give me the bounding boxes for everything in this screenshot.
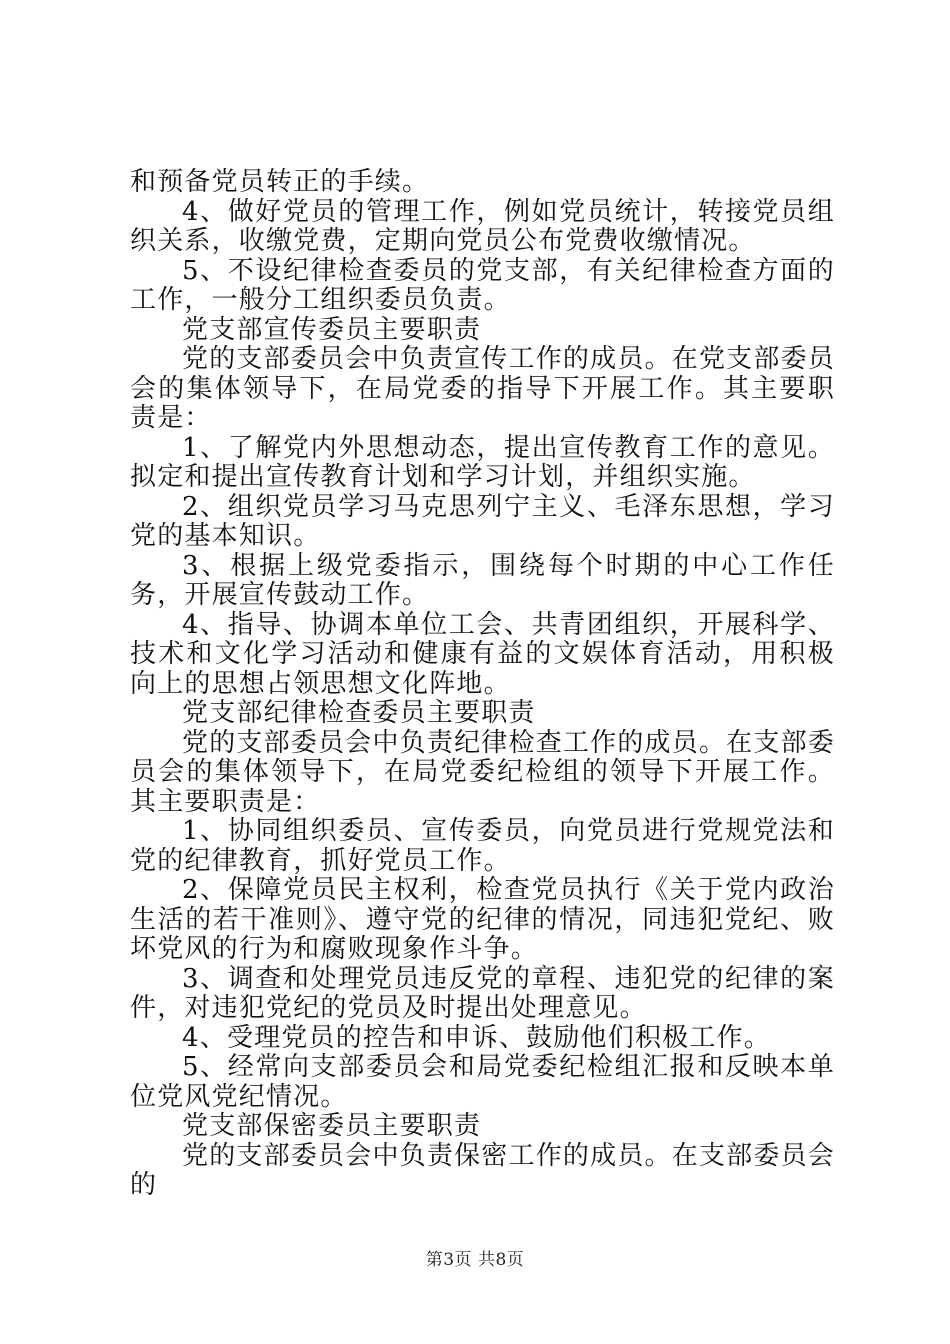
paragraph-item: 4、做好党员的管理工作，例如党员统计，转接党员组织关系，收缴党费，定期向党员公布党费收缴情况。: [130, 196, 835, 256]
paragraph-item: 2、组织党员学习马克思列宁主义、毛泽东思想，学习党的基本知识。: [130, 491, 835, 551]
paragraph-item: 2、保障党员民主权利，检查党员执行《关于党内政治生活的若干准则》、遵守党的纪律的情况，同违犯党纪、败坏党风的行为和腐败现象作斗争。: [130, 875, 835, 964]
paragraph-intro: 党的支部委员会中负责宣传工作的成员。在党支部委员会的集体领导下，在局党委的指导下开展工作。其主要职责是：: [130, 344, 835, 433]
paragraph-item: 5、不设纪律检查委员的党支部，有关纪律检查方面的工作，一般分工组织委员负责。: [130, 255, 835, 315]
section-heading-secrecy: 党支部保密委员主要职责: [182, 1111, 482, 1141]
paragraph-item: 5、经常向支部委员会和局党委纪检组汇报和反映本单位党风党纪情况。: [130, 1052, 835, 1112]
section-heading-discipline: 党支部纪律检查委员主要职责: [182, 698, 536, 728]
paragraph-intro: 党的支部委员会中负责保密工作的成员。在支部委员会的: [130, 1140, 835, 1200]
document-body: [130, 168, 835, 1201]
paragraph-item: 3、调查和处理党员违反党的章程、违犯党的纪律的案件，对违犯党纪的党员及时提出处理意见。: [130, 963, 835, 1023]
paragraph-item: 3、根据上级党委指示，围绕每个时期的中心工作任务，开展宣传鼓动工作。: [130, 550, 835, 610]
paragraph-continuation: 和预备党员转正的手续。: [130, 167, 430, 197]
paragraph-item: 1、协同组织委员、宣传委员，向党员进行党规党法和党的纪律教育，抓好党员工作。: [130, 816, 835, 876]
paragraph-intro: 党的支部委员会中负责纪律检查工作的成员。在支部委员会的集体领导下，在局党委纪检组的领导下开展工作。其主要职责是：: [130, 727, 835, 817]
page-number-footer: 第3页 共8页: [425, 1250, 525, 1270]
paragraph-item: 4、受理党员的控告和申诉、鼓励他们积极工作。: [182, 1022, 771, 1053]
paragraph-item: 4、指导、协调本单位工会、共青团组织，开展科学、技术和文化学习活动和健康有益的文娱体育活动，用积极向上的思想占领思想文化阵地。: [130, 609, 835, 699]
section-heading-propaganda: 党支部宣传委员主要职责: [182, 314, 482, 345]
paragraph-item: 1、了解党内外思想动态，提出宣传教育工作的意见。拟定和提出宣传教育计划和学习计划，并组织实施。: [130, 432, 835, 492]
